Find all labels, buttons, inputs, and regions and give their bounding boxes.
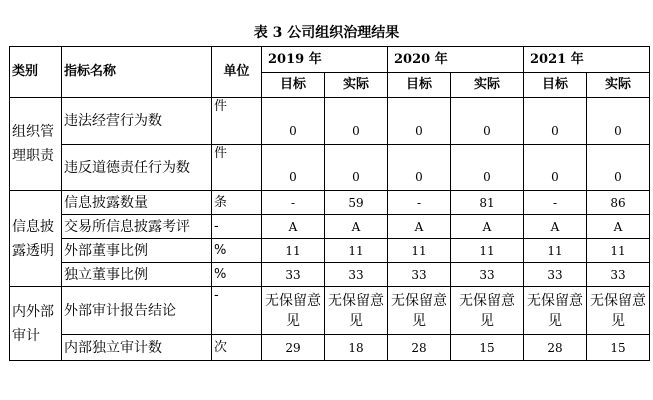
value-cell: 11 bbox=[451, 239, 524, 263]
value-cell: 无保留意见 bbox=[451, 287, 524, 335]
value-cell: 11 bbox=[587, 239, 650, 263]
value-cell: 无保留意见 bbox=[587, 287, 650, 335]
value-cell: 0 bbox=[325, 145, 388, 191]
value-cell: 33 bbox=[587, 263, 650, 287]
indicator-name: 外部审计报告结论 bbox=[62, 287, 212, 335]
value-cell: 11 bbox=[524, 239, 587, 263]
value-cell: 15 bbox=[451, 335, 524, 361]
value-cell: 28 bbox=[388, 335, 451, 361]
value-cell: 86 bbox=[587, 191, 650, 215]
indicator-name: 内部独立审计数 bbox=[62, 335, 212, 361]
value-cell: 33 bbox=[451, 263, 524, 287]
header-actual: 实际 bbox=[587, 73, 650, 98]
header-year-2019: 2019 年 bbox=[262, 47, 388, 73]
category-cell: 内外部审计 bbox=[10, 287, 62, 361]
value-cell: 0 bbox=[262, 98, 325, 145]
value-cell: - bbox=[524, 191, 587, 215]
value-cell: 33 bbox=[524, 263, 587, 287]
value-cell: 11 bbox=[388, 239, 451, 263]
value-cell: 18 bbox=[325, 335, 388, 361]
unit-cell: % bbox=[212, 263, 262, 287]
indicator-name: 违反道德责任行为数 bbox=[62, 145, 212, 191]
value-cell: 0 bbox=[451, 145, 524, 191]
value-cell: 0 bbox=[524, 145, 587, 191]
value-cell: 0 bbox=[587, 98, 650, 145]
value-cell: 11 bbox=[262, 239, 325, 263]
header-target: 目标 bbox=[388, 73, 451, 98]
unit-cell: 件 bbox=[212, 98, 262, 145]
value-cell: 29 bbox=[262, 335, 325, 361]
value-cell: 33 bbox=[325, 263, 388, 287]
header-year-2020: 2020 年 bbox=[388, 47, 524, 73]
category-cell: 组织管理职责 bbox=[10, 98, 62, 191]
table-title: 表 3 公司组织治理结果 bbox=[253, 25, 400, 41]
value-cell: A bbox=[524, 215, 587, 239]
value-cell: 无保留意见 bbox=[325, 287, 388, 335]
unit-cell: 次 bbox=[212, 335, 262, 361]
unit-cell: - bbox=[212, 215, 262, 239]
value-cell: 0 bbox=[451, 98, 524, 145]
value-cell: A bbox=[262, 215, 325, 239]
value-cell: 0 bbox=[325, 98, 388, 145]
value-cell: 33 bbox=[388, 263, 451, 287]
value-cell: 0 bbox=[262, 145, 325, 191]
unit-cell: % bbox=[212, 239, 262, 263]
value-cell: 0 bbox=[524, 98, 587, 145]
unit-cell: - bbox=[212, 287, 262, 335]
value-cell: 无保留意见 bbox=[262, 287, 325, 335]
header-unit: 单位 bbox=[212, 47, 262, 98]
header-indicator: 指标名称 bbox=[62, 47, 212, 98]
header-year-2021: 2021 年 bbox=[524, 47, 650, 73]
value-cell: 无保留意见 bbox=[524, 287, 587, 335]
governance-table bbox=[9, 46, 650, 361]
header-target: 目标 bbox=[524, 73, 587, 98]
value-cell: 81 bbox=[451, 191, 524, 215]
value-cell: 28 bbox=[524, 335, 587, 361]
value-cell: 0 bbox=[388, 145, 451, 191]
indicator-name: 违法经营行为数 bbox=[62, 98, 212, 145]
value-cell: 59 bbox=[325, 191, 388, 215]
header-actual: 实际 bbox=[325, 73, 388, 98]
indicator-name: 交易所信息披露考评 bbox=[62, 215, 212, 239]
indicator-name: 外部董事比例 bbox=[62, 239, 212, 263]
value-cell: 0 bbox=[388, 98, 451, 145]
value-cell: 15 bbox=[587, 335, 650, 361]
value-cell: A bbox=[451, 215, 524, 239]
value-cell: - bbox=[388, 191, 451, 215]
value-cell: 无保留意见 bbox=[388, 287, 451, 335]
value-cell: 0 bbox=[587, 145, 650, 191]
value-cell: 33 bbox=[262, 263, 325, 287]
category-cell: 信息披露透明 bbox=[10, 191, 62, 287]
header-target: 目标 bbox=[262, 73, 325, 98]
value-cell: A bbox=[587, 215, 650, 239]
unit-cell: 件 bbox=[212, 145, 262, 191]
value-cell: - bbox=[262, 191, 325, 215]
value-cell: 11 bbox=[325, 239, 388, 263]
header-category: 类别 bbox=[10, 47, 62, 98]
header-actual: 实际 bbox=[451, 73, 524, 98]
value-cell: A bbox=[325, 215, 388, 239]
unit-cell: 条 bbox=[212, 191, 262, 215]
value-cell: A bbox=[388, 215, 451, 239]
indicator-name: 信息披露数量 bbox=[62, 191, 212, 215]
indicator-name: 独立董事比例 bbox=[62, 263, 212, 287]
